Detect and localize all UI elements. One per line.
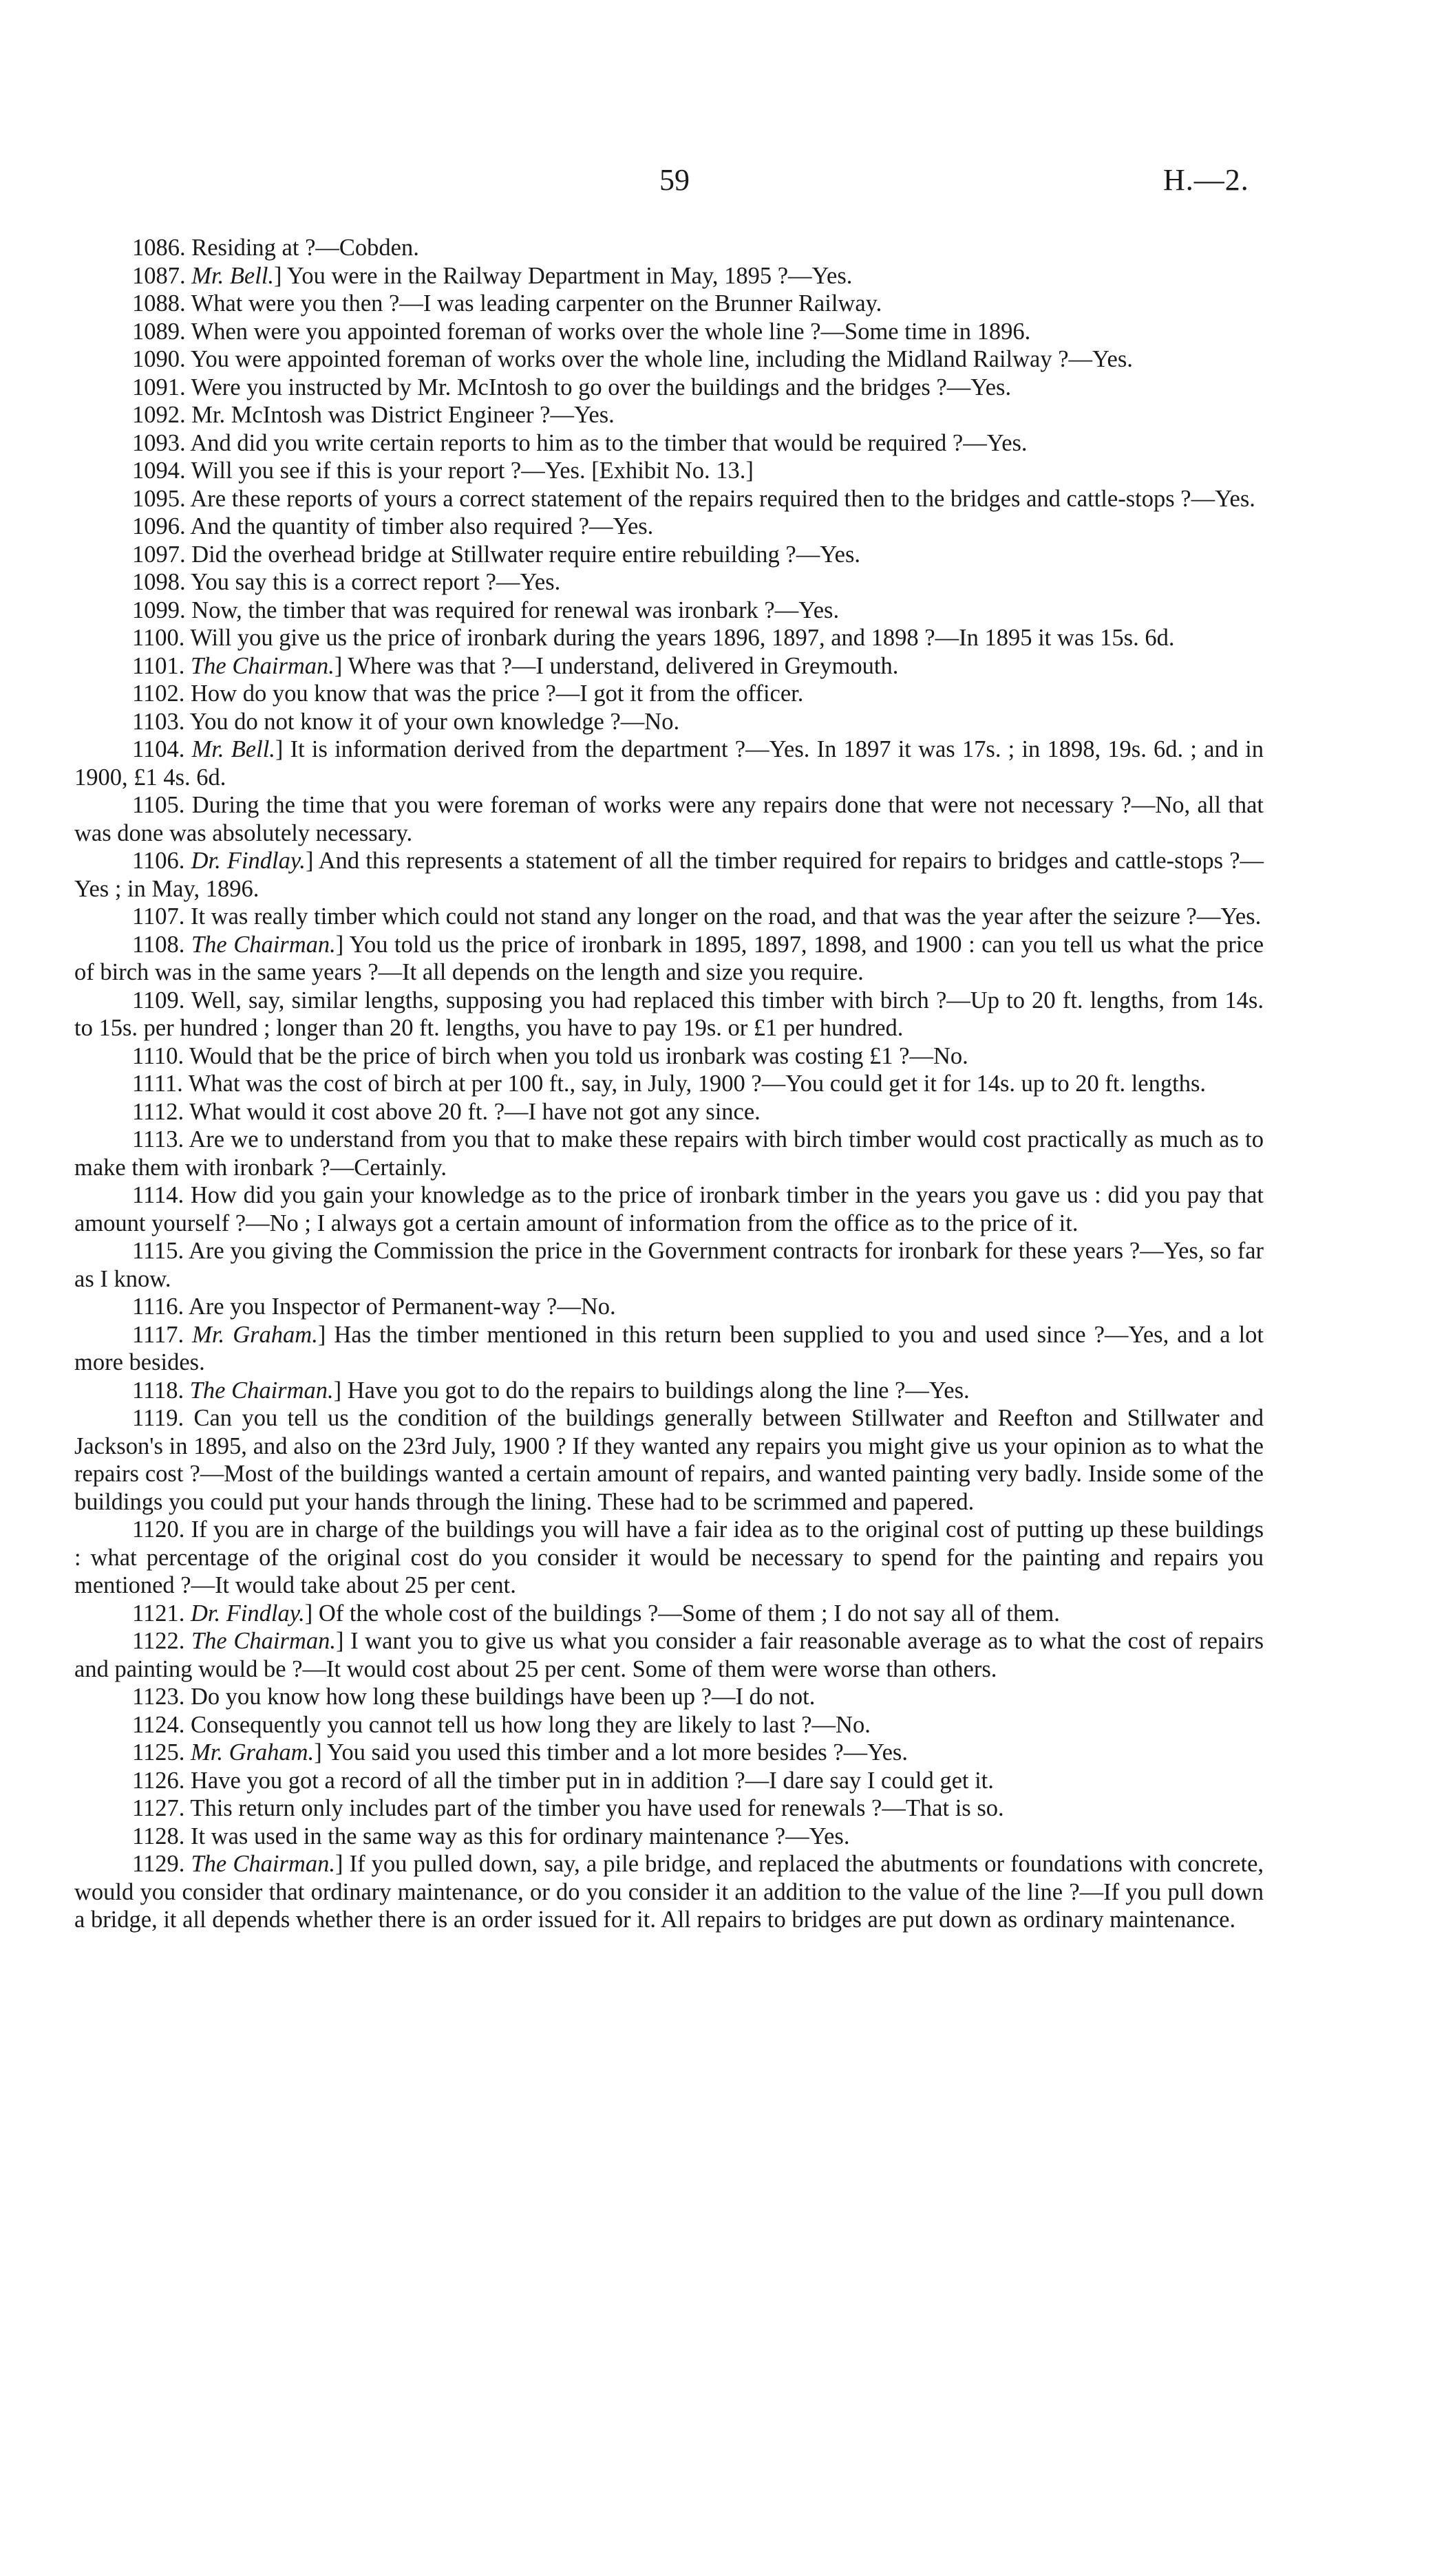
evidence-paragraph [74,1126,1264,1181]
evidence-paragraph [74,1181,1264,1237]
evidence-paragraph [74,262,1264,290]
question-number: 1109. [132,987,185,1013]
question-answer-text: If you are in charge of the buildings you will have a fair idea as to the original cost of putting up these buildings : what percentage of the original cost do you consider it would be necessary to spend for the painting and repairs you mentioned ?—It would take about 25 per cent. [74,1516,1264,1598]
question-number: 1087. [132,262,186,289]
question-answer-text: Are you giving the Commission the price in the Government contracts for ironbark for these years ?—Yes, so far as I know. [74,1238,1264,1292]
speaker-name: The Chairman. [189,1377,334,1404]
evidence-paragraph [74,987,1264,1042]
question-number: 1116. [132,1294,184,1320]
question-number: 1117. [132,1321,184,1348]
question-answer-text: ] It is information derived from the department ?—Yes. In 1897 it was 17s. ; in 1898, 19s. 6d. ; and in 1900, £1 4s. 6d. [74,736,1264,791]
question-number: 1105. [132,792,185,818]
question-answer-text: ] And this represents a statement of all the timber required for repairs to bridges and cattle-stops ?—Yes ; in May, 1896. [74,848,1264,902]
evidence-paragraph [74,568,1264,597]
question-number: 1110. [132,1042,184,1069]
evidence-paragraph [74,318,1264,346]
question-number: 1103. [132,708,185,735]
question-answer-text: How do you know that was the price ?—I got it from the officer. [190,680,804,707]
speaker-name: The Chairman. [191,931,336,958]
question-answer-text: It was used in the same way as this for ordinary maintenance ?—Yes. [190,1823,850,1849]
question-number: 1091. [132,374,186,400]
question-number: 1106. [132,848,185,874]
question-answer-text: You say this is a correct report ?—Yes. [190,569,561,595]
document-reference: H.—2. [1163,163,1249,197]
question-number: 1101. [132,652,185,679]
question-answer-text: Are these reports of yours a correct statement of the repairs required then to the bridges and cattle-stops ?—Yes. [190,485,1255,512]
question-number: 1113. [132,1126,184,1152]
question-answer-text: Would that be the price of birch when you told us ironbark was costing £1 ?—No. [189,1042,968,1069]
evidence-paragraph [74,374,1264,402]
question-number: 1125. [132,1739,185,1765]
question-number: 1114. [132,1182,184,1208]
question-number: 1115. [132,1238,184,1264]
evidence-paragraph [74,1823,1264,1851]
evidence-paragraph [74,1377,1264,1405]
question-number: 1118. [132,1377,184,1404]
evidence-paragraph [74,931,1264,987]
question-number: 1096. [132,513,186,539]
question-answer-text: Do you know how long these buildings have been up ?—I do not. [190,1684,816,1710]
evidence-paragraph [74,1600,1264,1628]
speaker-name: Mr. Graham. [192,1321,318,1348]
page-number: 59 [659,163,690,197]
question-answer-text: Are we to understand from you that to make these repairs with birch timber would cost practically as much as to make them with ironbark ?—Certainly. [74,1126,1264,1181]
question-number: 1093. [132,429,186,456]
evidence-paragraph [74,791,1264,847]
evidence-paragraph [74,1404,1264,1516]
evidence-paragraph [74,680,1264,708]
question-answer-text: Have you got a record of all the timber put in in addition ?—I dare say I could get it. [190,1767,994,1794]
evidence-paragraph [74,1516,1264,1600]
question-number: 1099. [132,597,186,623]
question-number: 1126. [132,1767,185,1794]
question-answer-text: Will you see if this is your report ?—Yes. [Exhibit No. 13.] [191,458,754,484]
speaker-name: Mr. Bell. [191,262,275,289]
question-answer-text: What were you then ?—I was leading carpenter on the Brunner Railway. [191,290,882,316]
question-number: 1095. [132,485,186,512]
speaker-name: The Chairman. [190,652,334,679]
question-answer-text: ] You told us the price of ironbark in 1895, 1897, 1898, and 1900 : can you tell us what the price of birch was in the same years ?—It all depends on the length and size you require. [74,931,1264,985]
evidence-paragraph [74,541,1264,569]
question-answer-text: ] You said you used this timber and a lot more besides ?—Yes. [314,1739,908,1765]
evidence-paragraph [74,1627,1264,1683]
evidence-paragraph [74,1321,1264,1377]
question-number: 1119. [132,1405,184,1431]
question-number: 1102. [132,680,185,707]
evidence-paragraph [74,234,1264,262]
question-number: 1112. [132,1098,184,1125]
question-number: 1098. [132,569,186,595]
evidence-paragraph [74,624,1264,652]
question-answer-text: During the time that you were foreman of works were any repairs done that were not necessary ?—No, all that was done was absolutely necessary. [74,792,1264,846]
evidence-paragraph [74,1098,1264,1126]
question-number: 1092. [132,402,186,428]
question-answer-text: ] I want you to give us what you consider a fair reasonable average as to what the cost of repairs and painting would be ?—It would cost about 25 per cent. Some of them were worse than others. [74,1628,1264,1682]
speaker-name: Dr. Findlay. [190,1600,305,1627]
evidence-paragraph [74,1739,1264,1767]
question-number: 1123. [132,1684,185,1710]
question-answer-text: ] If you pulled down, say, a pile bridge, and replaced the abutments or foundations with concrete, would you consider that ordinary maintenance, or do you consider it an addition to the value of the line ?—If you pull down a bridge, it all depends whether there is an order issued for it. All repairs to bridges are put down as ordinary maintenance. [74,1851,1264,1933]
speaker-name: Mr. Graham. [190,1739,315,1765]
question-answer-text: Now, the timber that was required for renewal was ironbark ?—Yes. [191,597,840,623]
question-answer-text: And did you write certain reports to him as to the timber that would be required ?—Yes. [190,429,1028,456]
evidence-paragraph [74,1237,1264,1293]
question-number: 1128. [132,1823,185,1849]
evidence-paragraph [74,485,1264,513]
question-answer-text: What was the cost of birch at per 100 ft., say, in July, 1900 ?—You could get it for 14s. up to 20 ft. lengths. [188,1071,1206,1097]
question-answer-text: Residing at ?—Cobden. [191,235,419,261]
speaker-name: Mr. Bell. [191,736,275,762]
evidence-paragraph [74,708,1264,736]
question-number: 1086. [132,235,186,261]
question-number: 1129. [132,1851,185,1877]
evidence-paragraph [74,1850,1264,1934]
question-answer-text: When were you appointed foreman of works over the whole line ?—Some time in 1896. [191,318,1031,345]
question-answer-text: Can you tell us the condition of the buildings generally between Stillwater and Reefton and Stillwater and Jackson's in 1895, and also on the 23rd July, 1900 ? If they wanted any repairs you might give us your opinion as to what the repairs cost ?—Most of the buildings wanted a certain amount of repairs, and wanted painting very badly. Inside some of the buildings you could put your hands through the lining. These had to be scrimmed and papered. [74,1405,1264,1515]
evidence-paragraph [74,1070,1264,1098]
question-answer-text: And the quantity of timber also required ?—Yes. [190,513,654,539]
question-answer-text: ] Have you got to do the repairs to buildings along the line ?—Yes. [333,1377,970,1404]
evidence-text [74,234,1264,1934]
question-number: 1094. [132,458,186,484]
question-answer-text: Will you give us the price of ironbark during the years 1896, 1897, and 1898 ?—In 1895 it was 15s. 6d. [190,625,1175,651]
evidence-paragraph [74,1711,1264,1739]
evidence-paragraph [74,1683,1264,1711]
question-number: 1089. [132,318,186,345]
question-number: 1100. [132,625,185,651]
question-number: 1120. [132,1516,185,1543]
evidence-paragraph [74,1767,1264,1795]
question-answer-text: It was really timber which could not stand any longer on the road, and that was the year after the seizure ?—Yes. [190,903,1262,930]
evidence-paragraph [74,513,1264,541]
evidence-paragraph [74,1293,1264,1321]
speaker-name: Dr. Findlay. [191,848,306,874]
question-answer-text: Did the overhead bridge at Stillwater require entire rebuilding ?—Yes. [191,541,861,568]
question-number: 1090. [132,346,186,372]
evidence-paragraph [74,429,1264,458]
evidence-paragraph [74,290,1264,318]
question-number: 1124. [132,1711,185,1738]
question-answer-text: Well, say, similar lengths, supposing you had replaced this timber with birch ?—Up to 20 ft. lengths, from 14s. to 15s. per hundred ; longer than 20 ft. lengths, you have to pay 19s. or £1 per hundred. [74,987,1264,1041]
question-number: 1107. [132,903,185,930]
question-number: 1111. [132,1071,183,1097]
question-answer-text: ] Has the timber mentioned in this return been supplied to you and used since ?—Yes, and a lot more besides. [74,1321,1264,1375]
evidence-paragraph [74,847,1264,903]
question-number: 1122. [132,1628,185,1654]
question-answer-text: This return only includes part of the timber you have used for renewals ?—That is so. [190,1795,1004,1821]
evidence-paragraph [74,1042,1264,1071]
question-answer-text: How did you gain your knowledge as to the price of ironbark timber in the years you gave us : did you pay that amount yourself ?—No ; I always got a certain amount of information from the office as to the price of it. [74,1182,1264,1236]
evidence-paragraph [74,652,1264,680]
question-number: 1104. [132,736,185,762]
evidence-paragraph [74,597,1264,625]
question-answer-text: You do not know it of your own knowledge ?—No. [189,708,680,735]
evidence-paragraph [74,903,1264,931]
question-answer-text: Are you Inspector of Permanent-way ?—No. [188,1294,616,1320]
question-answer-text: What would it cost above 20 ft. ?—I have not got any since. [189,1098,761,1125]
evidence-paragraph [74,736,1264,791]
question-number: 1088. [132,290,186,316]
question-number: 1097. [132,541,186,568]
question-answer-text: Were you instructed by Mr. McIntosh to go over the buildings and the bridges ?—Yes. [191,374,1012,400]
question-answer-text: ] You were in the Railway Department in May, 1895 ?—Yes. [274,262,853,289]
evidence-paragraph [74,457,1264,485]
question-answer-text: Consequently you cannot tell us how long they are likely to last ?—No. [190,1711,871,1738]
question-number: 1127. [132,1795,185,1821]
question-number: 1108. [132,931,185,958]
question-answer-text: ] Where was that ?—I understand, delivered in Greymouth. [334,652,899,679]
question-number: 1121. [132,1600,185,1627]
speaker-name: The Chairman. [191,1851,335,1877]
question-answer-text: You were appointed foreman of works over the whole line, including the Midland Railway ?—Yes. [190,346,1133,372]
evidence-paragraph [74,345,1264,374]
question-answer-text: ] Of the whole cost of the buildings ?—Some of them ; I do not say all of them. [304,1600,1060,1627]
question-answer-text: Mr. McIntosh was District Engineer ?—Yes. [191,402,615,428]
evidence-paragraph [74,401,1264,429]
evidence-paragraph [74,1794,1264,1823]
speaker-name: The Chairman. [191,1628,336,1654]
